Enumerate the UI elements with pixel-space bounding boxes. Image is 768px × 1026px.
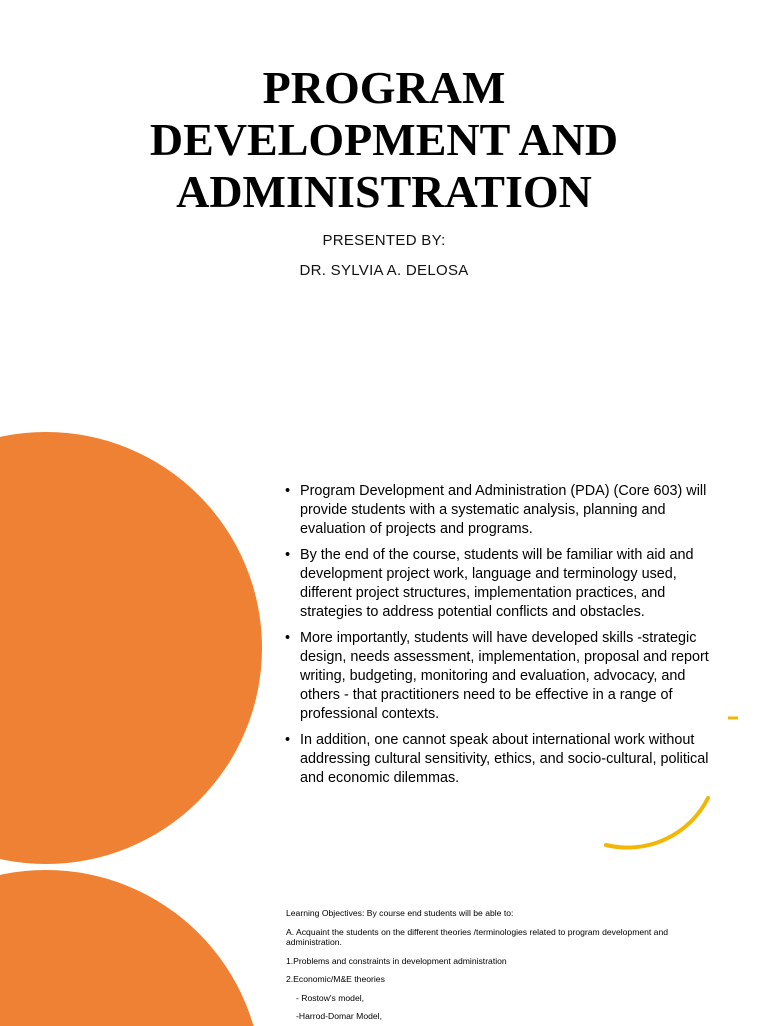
bullet-item: • More importantly, students will have developed skills -strategic design, needs assessment, implementation, proposal and report writing, budgeting, monitoring and evaluation, advocacy, and others - that practitioners need to be effective in a range of professional contexts.: [282, 629, 722, 724]
presenter-name: DR. SYLVIA A. DELOSA: [299, 262, 469, 279]
bullet-item: • By the end of the course, students will be familiar with aid and development project work, language and terminology used, different project structures, implementation practices, and strategies to address potential conflicts and obstacles.: [282, 546, 722, 622]
objectives-slide: [0, 864, 768, 1026]
title-slide: [0, 0, 768, 432]
objective-sub-1: - Rostow's model,: [296, 992, 365, 1003]
title-line-3: ADMINISTRATION: [176, 166, 592, 217]
objective-item-2: 2.Economic/M&E theories: [286, 974, 385, 984]
presented-by-label: PRESENTED BY:: [322, 232, 446, 249]
yellow-accent-decoration: [590, 702, 750, 862]
objective-item-1: 1.Problems and constraints in development administration: [286, 955, 507, 966]
slide-title: [0, 62, 768, 218]
bullet-item: • Program Development and Administration (PDA) (Core 603) will provide students with a systematic analysis, planning and evaluation of projects and programs.: [282, 482, 722, 539]
objectives-heading: Learning Objectives: By course end students will be able to:: [286, 908, 514, 918]
learning-objectives: [286, 908, 726, 1026]
objective-a: A. Acquaint the students on the different theories /terminologies related to program development and administration.: [286, 926, 669, 947]
bullet-item: • In addition, one cannot speak about international work without addressing cultural sensitivity, ethics, and socio-cultural, political and economic dilemmas.: [282, 731, 722, 788]
title-line-2: DEVELOPMENT AND: [149, 114, 619, 165]
objective-sub-2: -Harrod-Domar Model,: [296, 1011, 382, 1021]
orange-half-circle: [0, 432, 262, 864]
yellow-arc: [606, 798, 708, 848]
orange-half-circle: [0, 870, 262, 1026]
title-line-1: PROGRAM: [262, 62, 506, 113]
overview-slide: [0, 432, 768, 864]
